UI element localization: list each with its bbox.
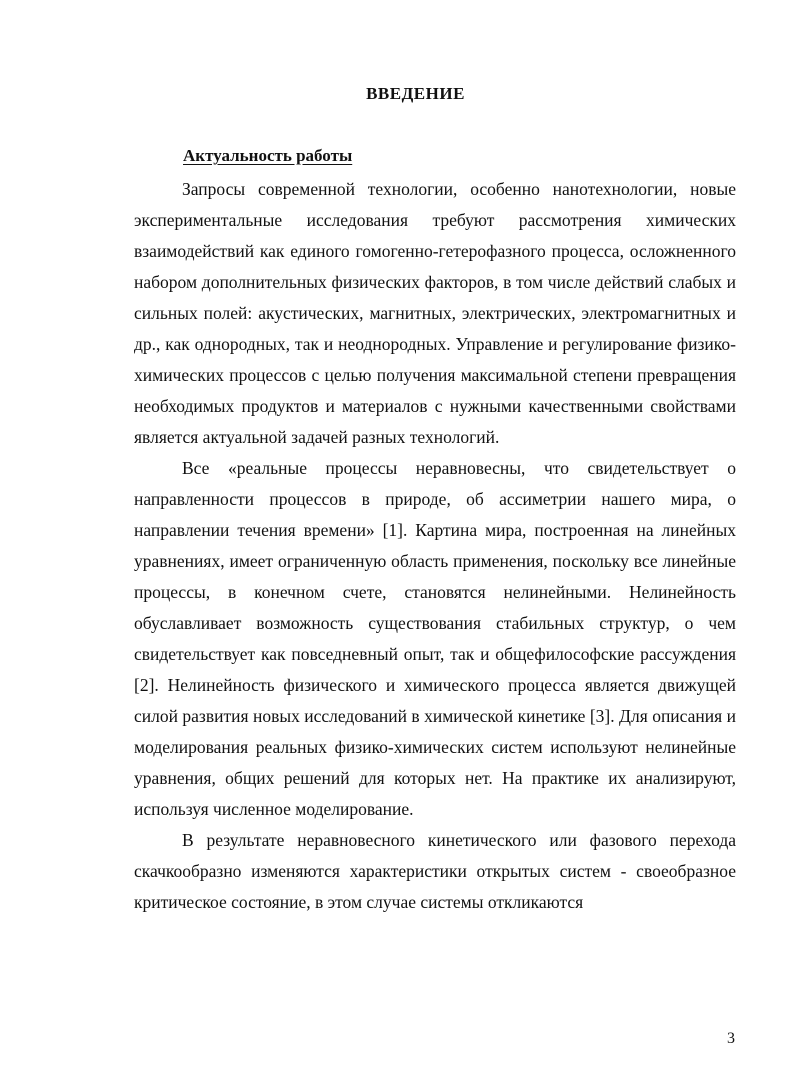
paragraph: Все «реальные процессы неравновесны, что свидетельствует о направленности процессов в природе, об ассиметрии нашего мира, о направлении течения времени» [1]. Картина мира, построенная на линейных уравнениях, имеет ограниченную область применения, поскольку все линейные процессы, в конечном счете, становятся нелинейными. Нелинейность обуславливает возможность существования стабильных структур, о чем свидетельствует как повседневный опыт, так и общефилософские рассуждения [2]. Нелинейность физического и химического процесса является движущей силой развития новых исследований в химической кинетике [3]. Для описания и моделирования реальных физико-химических систем используют нелинейные уравнения, общих решений для которых нет. На практике их анализируют, используя численное моделирование. [134, 458, 736, 819]
page-title: ВВЕДЕНИЕ [366, 84, 465, 103]
page-number: 3 [727, 1030, 735, 1047]
paragraph: В результате неравновесного кинетического или фазового перехода скачкообразно изменяются характеристики открытых систем - своеобразное критическое состояние, в этом случае системы откликаются [134, 830, 736, 912]
section-title: Актуальность работы [183, 146, 353, 165]
paragraph: Запросы современной технологии, особенно нанотехнологии, новые экспериментальные исследования требуют рассмотрения химических взаимодействий как единого гомогенно-гетерофазного процесса, осложненного набором дополнительных физических факторов, в том числе действий слабых и сильных полей: акустических, магнитных, электрических, электромагнитных и др., как однородных, так и неоднородных. Управление и регулирование физико-химических процессов с целью получения максимальной степени превращения необходимых продуктов и материалов с нужными качественными свойствами является актуальной задачей разных технологий. [134, 179, 736, 447]
body-text [134, 174, 736, 918]
